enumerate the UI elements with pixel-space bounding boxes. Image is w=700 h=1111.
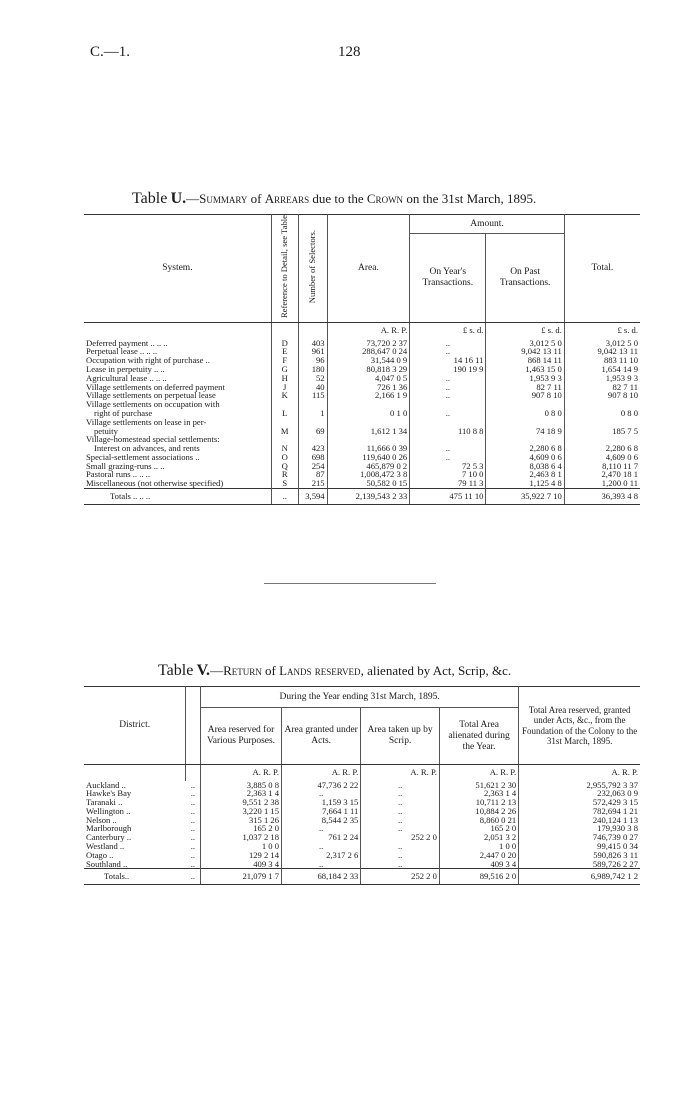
system-label: Pastoral runs .. .. .. [86, 469, 150, 480]
cell-area-alienated: 51,621 2 30 [439, 781, 518, 790]
cell-reference: M [271, 418, 298, 436]
cell-area-alienated: 10,711 2 13 [439, 798, 518, 807]
totals-total-reserved: 6,989,742 1 2 [519, 869, 640, 885]
cell-district: Hawke's Bay [86, 788, 132, 799]
cell-area: 465,879 0 2 [327, 462, 410, 471]
cell-total: 4,609 0 6 [605, 451, 638, 462]
system-label: Lease in perpetuity .. .. [86, 363, 165, 374]
cell-total: 2,470 18 1 [601, 469, 638, 480]
totals-selectors: 3,594 [298, 489, 327, 505]
page-number: 128 [338, 44, 361, 60]
cell-on-past: 8,038 6 4 [486, 462, 564, 471]
cell-on-year: .. [410, 400, 486, 418]
cell-selectors: 961 [298, 347, 327, 356]
th-amount: Amount. [410, 215, 565, 234]
cell-leader-dots: .. [186, 816, 201, 825]
units-granted: A. R. P. [282, 765, 361, 781]
cell-system [84, 435, 271, 453]
cell-on-year: .. [410, 383, 486, 392]
cell-leader-dots: .. [186, 807, 201, 816]
cell-on-year: .. [410, 391, 486, 400]
cell-on-year: 7 10 0 [410, 470, 486, 479]
cell-total-reserved: 240,124 1 13 [592, 814, 638, 825]
cell-total-reserved: 99,415 0 34 [597, 841, 638, 852]
table-row [84, 418, 640, 436]
cell-on-year: 79 11 3 [410, 479, 486, 488]
totals-area-reserved: 21,079 1 7 [201, 869, 282, 885]
totals-area-alienated: 89,516 2 0 [439, 869, 518, 885]
units-lsd-past: £ s. d. [486, 323, 564, 339]
system-label: Special-settlement associations .. [86, 451, 200, 462]
table-u-title-mid: due to the [309, 191, 367, 206]
cell-total: 2,280 6 8 [605, 443, 638, 454]
table-v-title-return: Return [223, 663, 262, 678]
cell-area-scrip: .. [361, 798, 440, 807]
cell-total: 1,953 9 3 [605, 372, 638, 383]
cell-on-year: .. [410, 374, 486, 383]
cell-area-scrip: .. [361, 781, 440, 790]
th-reference-text: Reference to Detail, see Table [279, 215, 290, 319]
units-spacer [298, 323, 327, 339]
cell-total: 1,654 14 9 [601, 363, 638, 374]
cell-on-past: 3,012 5 0 [486, 339, 564, 348]
cell-on-year: .. [410, 435, 486, 453]
cell-leader-dots: .. [186, 789, 201, 798]
table-v-body [84, 765, 640, 885]
system-label: Perpetual lease .. .. .. [86, 346, 158, 357]
system-label: Deferred payment .. .. .. [86, 337, 168, 348]
system-label: Village-homestead special settlements: [86, 434, 220, 445]
cell-district: Marlborough [86, 823, 132, 834]
cell-area: 50,582 0 15 [327, 479, 410, 488]
units-lsd-total: £ s. d. [617, 325, 638, 336]
cell-total-reserved: 179,930 3 8 [597, 823, 638, 834]
cell-district: Nelson .. [86, 814, 117, 825]
cell-on-past: 2,463 8 1 [486, 470, 564, 479]
cell-total: 9,042 13 11 [597, 346, 638, 357]
cell-area-granted: 761 2 24 [282, 833, 361, 842]
cell-selectors: 1 [298, 400, 327, 418]
cell-selectors: 87 [298, 470, 327, 479]
cell-area-granted: 47,736 2 22 [282, 781, 361, 790]
cell-on-past: 1,953 9 3 [486, 374, 564, 383]
units-spacer [84, 765, 186, 781]
cell-on-year: 14 16 11 [410, 356, 486, 365]
totals-on-year: 475 11 10 [410, 489, 486, 505]
th-total-reserved: Total Area reserved, granted under Acts, &c., from the Foundation of the Colony to the 31st March, 1895. [519, 687, 640, 765]
cell-area-scrip: .. [361, 842, 440, 851]
cell-leader-dots: .. [186, 824, 201, 833]
cell-area-granted: 8,544 2 35 [282, 816, 361, 825]
system-label: Miscellaneous (not otherwise specified) [86, 478, 224, 489]
cell-selectors: 180 [298, 365, 327, 374]
cell-area-alienated: 409 3 4 [439, 860, 518, 869]
table-v-title-letter: V. [196, 662, 211, 679]
cell-area-scrip: .. [361, 860, 440, 869]
cell-total: 883 11 10 [603, 355, 638, 366]
units-scrip: A. R. P. [361, 765, 440, 781]
cell-area: 80,818 3 29 [327, 365, 410, 374]
table-v-title-end: , alienated by Act, Scrip, &c. [360, 663, 512, 678]
units-spacer [271, 323, 298, 339]
totals-label: Totals .. .. .. [84, 489, 271, 505]
cell-total: 185 7 5 [612, 425, 638, 436]
cell-on-past: 1,125 4 8 [486, 479, 564, 488]
table-v-title-lands: Lands reserved [279, 663, 361, 678]
table-row [84, 798, 640, 807]
cell-area-reserved: 315 1 26 [201, 816, 282, 825]
table-u-title-crown: Crown [366, 191, 404, 206]
system-label: Agricultural lease .. .. .. [86, 372, 167, 383]
th-selectors-text: Number of Selectors. [307, 229, 318, 304]
cell-total: 0 8 0 [620, 407, 638, 418]
running-header: C.—1. [90, 44, 131, 60]
cell-on-year: .. [410, 339, 486, 348]
cell-total-reserved: 572,429 3 15 [592, 797, 638, 808]
cell-total-reserved: 782,694 1 21 [592, 805, 638, 816]
cell-area-reserved: 129 2 14 [201, 851, 282, 860]
cell-area-reserved: 9,551 2 38 [201, 798, 282, 807]
cell-area-alienated: 8,860 0 21 [439, 816, 518, 825]
cell-area-reserved: 409 3 4 [201, 860, 282, 869]
cell-system [84, 418, 271, 436]
cell-area-scrip: .. [361, 851, 440, 860]
cell-area-granted: .. [282, 842, 361, 851]
cell-reference: D [271, 339, 298, 348]
cell-area-granted: 7,664 1 11 [282, 807, 361, 816]
cell-area-alienated: 2,363 1 4 [439, 789, 518, 798]
cell-area-scrip: .. [361, 789, 440, 798]
cell-reference: J [271, 383, 298, 392]
cell-total-reserved: 746,739 0 27 [592, 832, 638, 843]
cell-district: Southland .. [86, 858, 128, 869]
cell-total: 82 7 11 [612, 381, 638, 392]
table-row [84, 781, 640, 790]
system-label-cont: Interest on advances, and rents [94, 443, 200, 454]
system-label: Small grazing-runs .. .. [86, 460, 165, 471]
totals-reference: .. [271, 489, 298, 505]
table-u-title-summary: Summary [199, 191, 248, 206]
cell-total-reserved: 590,826 3 11 [593, 849, 638, 860]
cell-leader-dots: .. [186, 842, 201, 851]
cell-leader-dots: .. [186, 860, 201, 869]
cell-area-alienated: 10,884 2 26 [439, 807, 518, 816]
cell-total: 1,200 0 11 [601, 478, 638, 489]
table-u [84, 214, 640, 505]
cell-area-scrip: .. [361, 816, 440, 825]
table-v-totals-row [84, 869, 640, 885]
cell-on-year: 72 5 3 [410, 462, 486, 471]
units-area: A. R. P. [327, 323, 410, 339]
units-total-reserved: A. R. P. [611, 767, 638, 777]
system-label-cont: petuity [94, 425, 118, 436]
system-label: Village settlements on deferred payment [86, 381, 225, 392]
cell-selectors: 698 [298, 453, 327, 462]
table-row [84, 824, 640, 833]
system-label-cont: right of purchase [94, 407, 153, 418]
cell-on-past: 82 7 11 [486, 383, 564, 392]
cell-area-reserved: 1,037 2 18 [201, 833, 282, 842]
units-alienated: A. R. P. [439, 765, 518, 781]
table-row [84, 833, 640, 842]
cell-area-granted: .. [282, 789, 361, 798]
th-during-year: During the Year ending 31st March, 1895. [201, 687, 519, 708]
table-u-title-of: of [247, 191, 265, 206]
cell-on-year: 190 19 9 [410, 365, 486, 374]
cell-selectors: 403 [298, 339, 327, 348]
th-district: District. [84, 687, 186, 765]
cell-leader-dots: .. [186, 798, 201, 807]
units-spacer [186, 765, 201, 781]
th-area-reserved: Area reserved for Various Purposes. [201, 708, 282, 765]
cell-reference: O [271, 453, 298, 462]
cell-area: 119,640 0 26 [327, 453, 410, 462]
th-on-past: On Past Transactions. [486, 234, 564, 323]
cell-area-alienated: 2,447 0 20 [439, 851, 518, 860]
cell-district: Otago .. [86, 849, 114, 860]
totals-leader-dots: .. [186, 869, 201, 885]
cell-total-reserved: 232,063 0 9 [597, 788, 638, 799]
totals-total: 36,393 4 8 [564, 489, 640, 505]
th-area: Area. [327, 215, 410, 323]
cell-on-past: 9,042 13 11 [486, 347, 564, 356]
cell-reference: K [271, 391, 298, 400]
cell-on-past: 74 18 9 [486, 418, 564, 436]
cell-district: Wellington .. [86, 805, 131, 816]
totals-area-granted: 68,184 2 33 [282, 869, 361, 885]
cell-selectors: 423 [298, 435, 327, 453]
totals-area: 2,139,543 2 33 [327, 489, 410, 505]
table-u-title-letter: U. [170, 190, 187, 207]
cell-on-past: 2,280 6 8 [486, 435, 564, 453]
cell-area: 1,008,472 3 8 [327, 470, 410, 479]
cell-on-year: .. [410, 347, 486, 356]
cell-area: 726 1 36 [327, 383, 410, 392]
cell-area-reserved: 2,363 1 4 [201, 789, 282, 798]
table-u-title-end: on the 31st March, 1895. [403, 191, 537, 206]
units-spacer [84, 323, 271, 339]
cell-area-alienated: 1 0 0 [439, 842, 518, 851]
cell-reference: R [271, 470, 298, 479]
cell-reference: L [271, 400, 298, 418]
cell-area-alienated: 165 2 0 [439, 824, 518, 833]
table-row [84, 860, 640, 869]
cell-on-past: 907 8 10 [486, 391, 564, 400]
table-row [84, 789, 640, 798]
cell-selectors: 96 [298, 356, 327, 365]
cell-system [84, 400, 271, 418]
cell-system [84, 479, 271, 488]
cell-area-scrip: 252 2 0 [361, 833, 440, 842]
cell-reference: S [271, 479, 298, 488]
cell-area-granted: .. [282, 824, 361, 833]
th-total: Total. [564, 215, 640, 323]
cell-district: Westland .. [86, 841, 125, 852]
cell-total: 907 8 10 [607, 390, 638, 401]
cell-area: 0 1 0 [327, 400, 410, 418]
th-district-spacer [186, 687, 201, 765]
cell-area-reserved: 165 2 0 [201, 824, 282, 833]
system-label: Village settlements on lease in per- [86, 416, 207, 427]
cell-total: 8,110 11 7 [602, 460, 638, 471]
system-label: Village settlements on perpetual lease [86, 390, 216, 401]
cell-leader-dots: .. [186, 833, 201, 842]
cell-selectors: 215 [298, 479, 327, 488]
cell-area-reserved: 3,220 1 15 [201, 807, 282, 816]
table-v-title [158, 662, 511, 680]
cell-area-scrip: .. [361, 824, 440, 833]
table-u-title-arrears: Arrears [264, 191, 310, 206]
cell-area: 4,047 0 5 [327, 374, 410, 383]
table-row [84, 479, 640, 488]
table-v-title-of: of [261, 663, 280, 678]
table-row [84, 816, 640, 825]
cell-total-reserved: 2,955,792 3 37 [586, 779, 638, 790]
cell-on-year: .. [410, 453, 486, 462]
cell-district: Auckland .. [86, 779, 126, 790]
table-u-title-prefix: Table [132, 190, 168, 207]
table-v-title-prefix: Table [158, 662, 194, 679]
cell-total: 3,012 5 0 [605, 337, 638, 348]
cell-reference: N [271, 435, 298, 453]
totals-area-scrip: 252 2 0 [361, 869, 440, 885]
cell-selectors: 52 [298, 374, 327, 383]
cell-on-past: 1,463 15 0 [486, 365, 564, 374]
table-u-totals-row [84, 489, 640, 505]
cell-district: Canterbury .. [86, 832, 132, 843]
cell-selectors: 40 [298, 383, 327, 392]
cell-area: 2,166 1 9 [327, 391, 410, 400]
table-row [84, 435, 640, 453]
cell-district: Taranaki .. [86, 797, 123, 808]
cell-selectors: 115 [298, 391, 327, 400]
th-on-year: On Year's Transactions. [410, 234, 486, 323]
cell-area-alienated: 2,051 3 2 [439, 833, 518, 842]
cell-on-past: 4,609 0 6 [486, 453, 564, 462]
totals-label: Totals.. [84, 869, 186, 885]
table-u-title-dash: — [186, 191, 200, 206]
cell-reference: G [271, 365, 298, 374]
cell-leader-dots: .. [186, 851, 201, 860]
th-area-alienated: Total Area alienated during the Year. [439, 708, 518, 765]
cell-reference: E [271, 347, 298, 356]
cell-on-year: 110 8 8 [410, 418, 486, 436]
table-row [84, 807, 640, 816]
cell-selectors: 69 [298, 418, 327, 436]
table-v-title-dash: — [210, 663, 224, 678]
cell-area-granted: 1,159 3 15 [282, 798, 361, 807]
cell-total-reserved: 589,726 2 27 [592, 858, 638, 869]
cell-area-granted: 2,317 2 6 [282, 851, 361, 860]
cell-area: 288,647 0 24 [327, 347, 410, 356]
cell-reference: F [271, 356, 298, 365]
table-u-units-row [84, 323, 640, 339]
table-row [84, 851, 640, 860]
units-reserved: A. R. P. [201, 765, 282, 781]
cell-reference: H [271, 374, 298, 383]
cell-area: 73,720 2 37 [327, 339, 410, 348]
th-area-granted: Area granted under Acts. [282, 708, 361, 765]
cell-area-scrip: .. [361, 807, 440, 816]
cell-area: 1,612 1 34 [327, 418, 410, 436]
section-divider [264, 583, 436, 584]
table-row [84, 400, 640, 418]
cell-on-past: 868 14 11 [486, 356, 564, 365]
table-row [84, 842, 640, 851]
cell-selectors: 254 [298, 462, 327, 471]
th-area-scrip: Area taken up by Scrip. [361, 708, 440, 765]
cell-area-reserved: 3,885 0 8 [201, 781, 282, 790]
th-selectors [298, 215, 327, 323]
system-label: Village settlements on occupation with [86, 399, 220, 410]
table-v-units-row [84, 765, 640, 781]
system-label: Occupation with right of purchase .. [86, 355, 210, 366]
cell-leader-dots: .. [186, 781, 201, 790]
cell-area: 31,544 0 9 [327, 356, 410, 365]
th-system: System. [84, 215, 271, 323]
cell-reference: Q [271, 462, 298, 471]
cell-area: 11,666 0 39 [327, 435, 410, 453]
totals-on-past: 35,922 7 10 [486, 489, 564, 505]
th-reference [271, 215, 298, 323]
table-v [84, 686, 640, 885]
table-u-body [84, 323, 640, 505]
table-u-title [132, 190, 536, 208]
cell-area-granted: .. [282, 860, 361, 869]
cell-area-reserved: 1 0 0 [201, 842, 282, 851]
units-lsd-year: £ s. d. [410, 323, 486, 339]
cell-on-past: 0 8 0 [486, 400, 564, 418]
